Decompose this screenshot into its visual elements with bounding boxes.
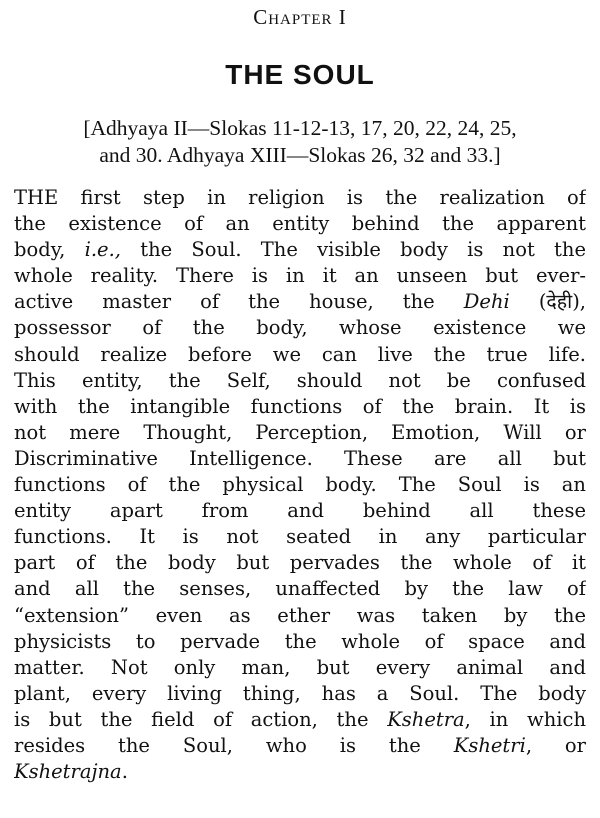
page-title: THE SOUL	[225, 59, 375, 90]
reference-line: and 30. Adhyaya XIII—Slokas 26, 32 and 33.]	[99, 143, 501, 167]
paragraph-line: Discriminative Intelligence. These are all but	[14, 446, 586, 470]
book-page	[0, 4, 600, 818]
paragraph-line: the existence of an entity behind the apparent	[14, 212, 586, 236]
paragraph-line: whole reality. There is in it an unseen but ever-	[14, 264, 586, 288]
paragraph-line: plant, every living thing, has a Soul. The body	[14, 681, 586, 705]
paragraph-line: and all the senses, unaffected by the law of	[14, 577, 586, 601]
paragraph-line: “extension” even as ether was taken by the	[14, 603, 586, 627]
paragraph-line: functions. It is not seated in any particular	[14, 525, 586, 549]
chapter-heading: Chapter I	[253, 5, 347, 29]
reference-line: [Adhyaya II—Slokas 11-12-13, 17, 20, 22, 24, 25,	[83, 116, 517, 140]
paragraph-line: entity apart from and behind all these	[14, 499, 586, 523]
paragraph-line: functions of the physical body. The Soul is an	[14, 473, 586, 497]
paragraph-line: not mere Thought, Perception, Emotion, Will or	[14, 420, 586, 444]
paragraph-line: possessor of the body, whose existence we	[14, 316, 586, 340]
paragraph-line: This entity, the Self, should not be confused	[14, 368, 586, 392]
paragraph-line: with the intangible functions of the brain. It is	[14, 394, 586, 418]
paragraph-line: is but the field of action, the Kshetra, in which	[14, 707, 586, 731]
paragraph-line: matter. Not only man, but every animal and	[14, 655, 586, 679]
paragraph-line: body, i.e., the Soul. The visible body is not the	[14, 238, 586, 262]
paragraph-line: should realize before we can live the true life.	[14, 342, 586, 366]
paragraph-line: part of the body but pervades the whole of it	[14, 551, 586, 575]
paragraph-line: active master of the house, the Dehi (देही),	[14, 290, 586, 314]
paragraph-line: resides the Soul, who is the Kshetri, or	[14, 733, 586, 757]
paragraph-line: THE first step in religion is the realization of	[14, 186, 586, 209]
paragraph-line: physicists to pervade the whole of space and	[14, 629, 586, 653]
sloka-references	[14, 115, 586, 169]
body-text	[14, 185, 586, 785]
paragraph-line: Kshetrajna.	[14, 760, 128, 784]
